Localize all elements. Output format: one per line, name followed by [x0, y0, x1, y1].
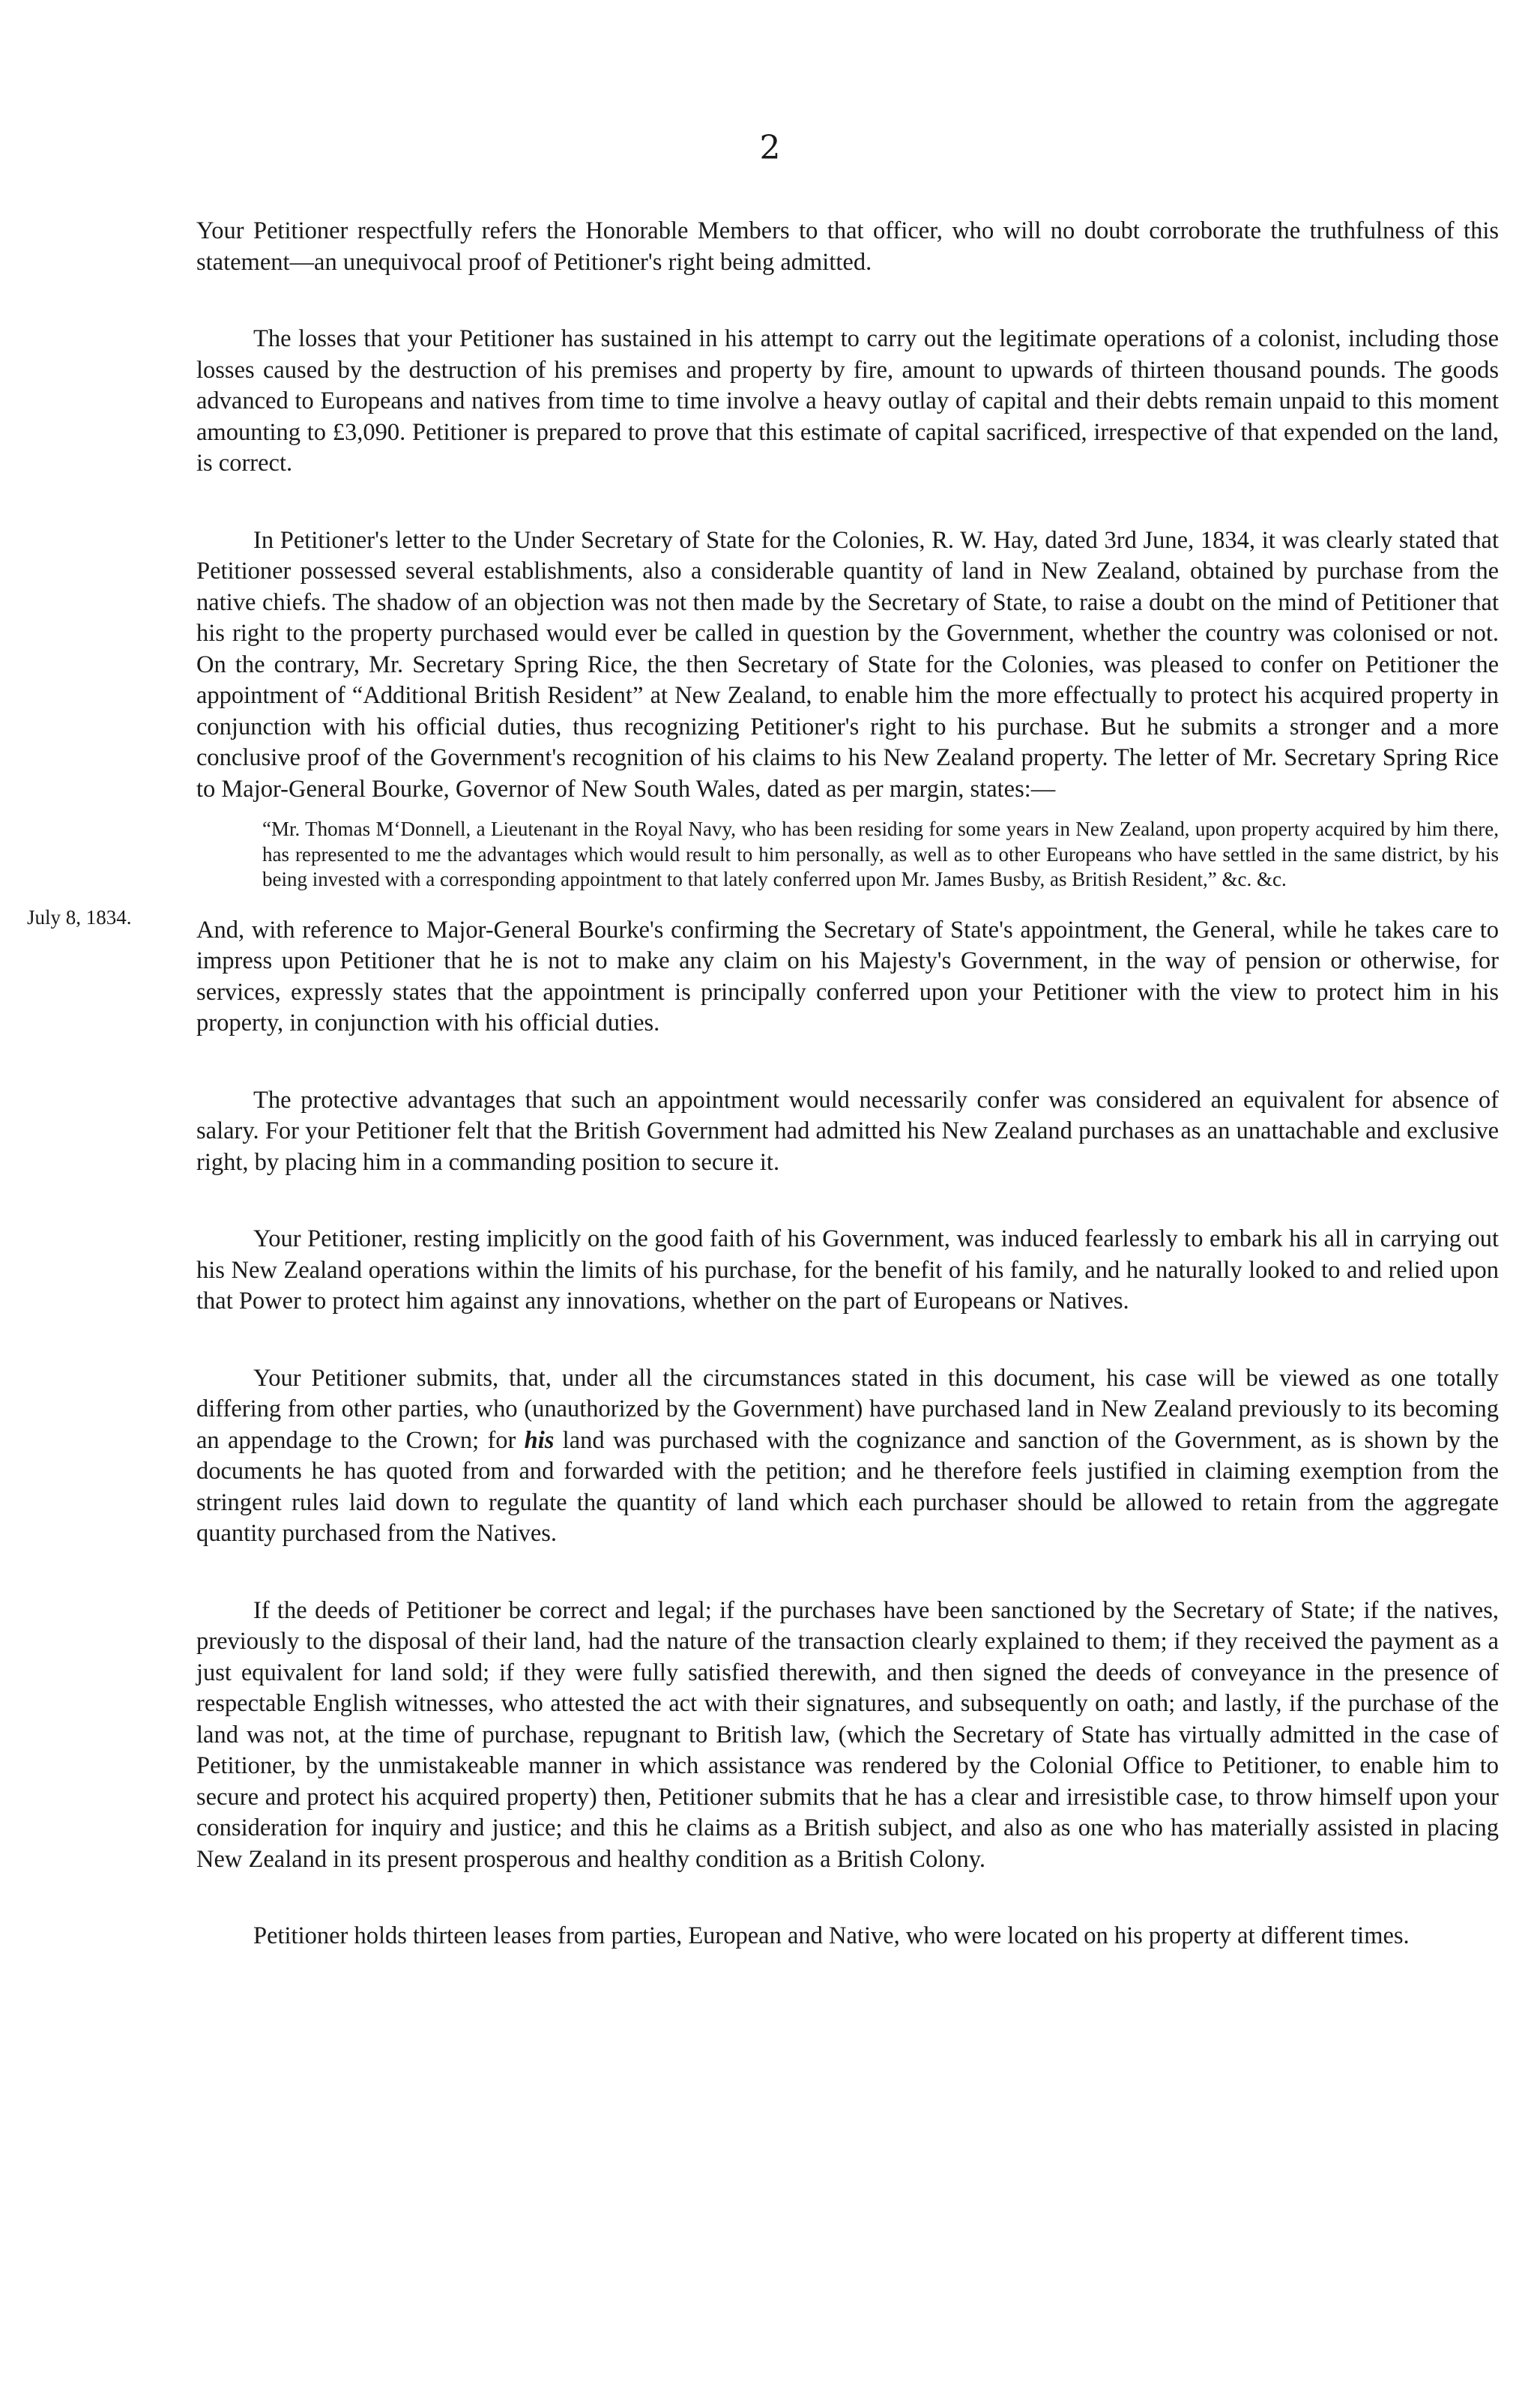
paragraph-7-emphasis: his: [524, 1426, 555, 1454]
paragraph-7: [196, 1363, 1499, 1550]
paragraph-9: Petitioner holds thirteen leases from parties, European and Native, who were located on his property at different times.: [253, 1922, 1410, 1949]
paragraph-4: And, with reference to Major-General Bourke's confirming the Secretary of State's appointment, the General, while he takes care to impress upon Petitioner that he is not to make any claim on his Majesty's Government, in the way of pension or otherwise, for services, expressly states that the appointment is principally conferred upon your Petitioner with the view to protect him in his property, in conjunction with his official duties.: [196, 916, 1499, 1036]
paragraph-5: The protective advantages that such an appointment would necessarily confer was considered an equivalent for absence of salary. For your Petitioner felt that the British Government had admitted his New Zealand purchases as an unattachable and exclusive right, by placing him in a commanding position to secure it.: [196, 1086, 1499, 1176]
paragraph-7-text-b: land was purchased with the cognizance and sanction of the Government, as is shown by the documents he has quoted from and forwarded with the petition; and he therefore feels justified in claiming exemption from the stringent rules laid down to regulate the quantity of land which each purchaser should be allowed to retain from the aggregate quantity purchased from the Natives.: [196, 1426, 1499, 1547]
block-quote-letter: “Mr. Thomas M‘Donnell, a Lieutenant in the Royal Navy, who has been residing for some years in New Zealand, upon property acquired by him there, has represented to me the advantages which would result to him personally, as well as to other Europeans who have settled in the same district, by his being invested with a corresponding appointment to that lately conferred upon Mr. James Busby, as British Resident,” &c. &c.: [262, 818, 1499, 890]
document-body: [196, 216, 1499, 1952]
paragraph-3: In Petitioner's letter to the Under Secretary of State for the Colonies, R. W. Hay, dated 3rd June, 1834, it was clearly stated that Petitioner possessed several establishments, also a considerable quantity of land in New Zealand, obtained by purchase from the native chiefs. The shadow of an objection was not then made by the Secretary of State, to raise a doubt on the mind of Petitioner that his right to the property purchased would ever be called in question by the Government, whether the country was colonised or not. On the contrary, Mr. Secretary Spring Rice, the then Secretary of State for the Colonies, was pleased to confer on Petitioner the appointment of “Additional British Resident” at New Zealand, to enable him the more effectually to protect his acquired property in conjunction with his official duties, thus recognizing Petitioner's right to his purchase. But he submits a stronger and a more conclusive proof of the Government's recognition of his claims to his New Zealand property. The letter of Mr. Secretary Spring Rice to Major-General Bourke, Governor of New South Wales, dated as per margin, states:—: [196, 526, 1499, 803]
paragraph-2: The losses that your Petitioner has sustained in his attempt to carry out the legitimate operations of a colonist, including those losses caused by the destruction of his premises and property by fire, amount to upwards of thirteen thousand pounds. The goods advanced to Europeans and natives from time to time involve a heavy outlay of capital and their debts remain unpaid to this moment amounting to £3,090. Petitioner is prepared to prove that this estimate of capital sacrificed, irrespective of that expended on the land, is correct.: [196, 325, 1499, 477]
page-number: 2: [759, 129, 781, 167]
paragraph-7-text-a: Your Petitioner submits, that, under all the circumstances stated in this document, his case will be viewed as one totally differing from other parties, who (unauthorized by the Government) have purchased land in New Zealand previously to its becoming an appendage to the Crown; for: [196, 1364, 1499, 1454]
margin-note-date: July 8, 1834.: [27, 906, 132, 929]
paragraph-1: Your Petitioner respectfully refers the Honorable Members to that officer, who will no doubt corroborate the truthfulness of this statement—an unequivocal proof of Petitioner's right being admitted.: [196, 217, 1499, 276]
paragraph-8: If the deeds of Petitioner be correct and legal; if the purchases have been sanctioned by the Secretary of State; if the natives, previously to the disposal of their land, had the nature of the transaction clearly explained to them; if they received the payment as a just equivalent for land sold; if they were fully satisfied therewith, and then signed the deeds of conveyance in the presence of respectable English witnesses, who attested the act with their signatures, and subsequently on oath; and lastly, if the purchase of the land was not, at the time of purchase, repugnant to British law, (which the Secretary of State has virtually admitted in the case of Petitioner, by the unmistakeable manner in which assistance was rendered by the Colonial Office to Petitioner, to enable him to secure and protect his acquired property) then, Petitioner submits that he has a clear and irresistible case, to throw himself upon your consideration for inquiry and justice; and this he claims as a British subject, and also as one who has materially assisted in placing New Zealand in its present prosperous and healthy condition as a British Colony.: [196, 1596, 1499, 1873]
paragraph-6: Your Petitioner, resting implicitly on the good faith of his Government, was induced fearlessly to embark his all in carrying out his New Zealand operations within the limits of his purchase, for the benefit of his family, and he naturally looked to and relied upon that Power to protect him against any innovations, whether on the part of Europeans or Natives.: [196, 1225, 1499, 1315]
